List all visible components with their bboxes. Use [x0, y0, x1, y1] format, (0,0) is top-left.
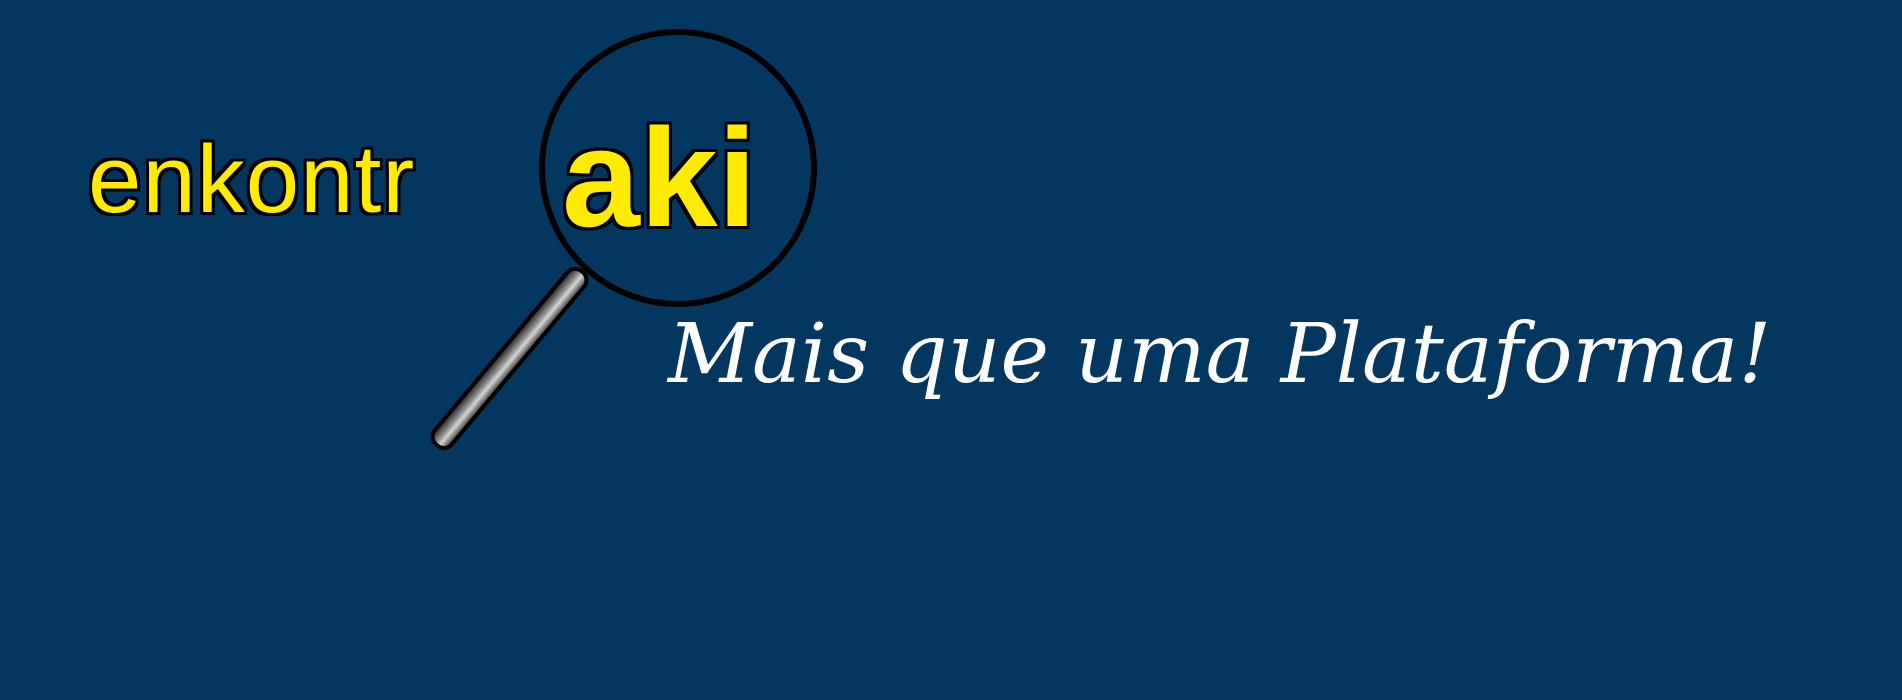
- logo-text-prefix: enkontr: [88, 126, 416, 233]
- tagline: Mais que uma Plataforma!: [668, 307, 1772, 402]
- logo-text-highlight: aki: [562, 99, 757, 256]
